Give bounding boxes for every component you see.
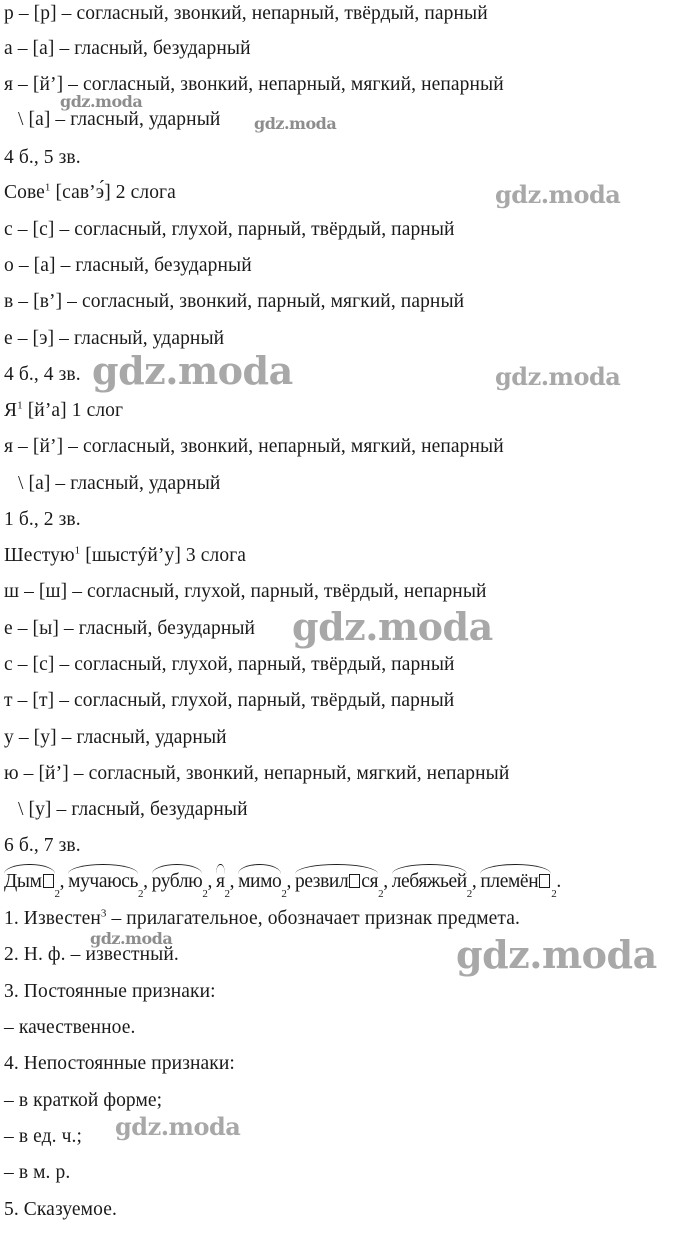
text-line: я – [й’] – согласный, звонкий, непарный, мягкий, непарный [4, 436, 504, 457]
transcription: [сав’э́] 2 слога [55, 182, 176, 203]
word-heading [4, 907, 520, 931]
watermark: gdz.moda [456, 932, 657, 977]
morpheme-word: мучаюсь [68, 864, 138, 894]
syllable-mark: 1 [74, 544, 81, 557]
watermark: gdz.moda [60, 92, 143, 111]
morpheme-word: мимо [238, 864, 281, 894]
zero-ending-box [539, 874, 550, 888]
transcription: [шыстýй’у] 3 слога [85, 545, 247, 566]
text-line: 2. Н. ф. – известный. [4, 944, 179, 965]
headword: 1. Известен [4, 908, 101, 929]
watermark: gdz.moda [254, 114, 337, 133]
text-line: – в краткой форме; [4, 1090, 163, 1111]
morpheme-word: резвил ся [295, 864, 378, 894]
text-line: е – [ы] – гласный, безударный [4, 618, 256, 639]
transcription: [й’а] 1 слог [27, 400, 124, 421]
watermark: gdz.moda [90, 929, 173, 948]
text-line: – качественное. [4, 1017, 136, 1038]
zero-ending-box [349, 874, 360, 888]
text-line: 4. Непостоянные признаки: [4, 1053, 235, 1074]
headword: Сове [4, 182, 45, 203]
word-heading [4, 544, 246, 568]
text-line: с – [с] – согласный, глухой, парный, твёрдый, парный [4, 219, 455, 240]
watermark: gdz.moda [495, 362, 621, 391]
morpheme-word: Дым [4, 864, 55, 894]
headword: Я [4, 400, 18, 421]
watermark: gdz.moda [92, 348, 293, 393]
word-heading [4, 181, 176, 205]
text-line: 4 б., 4 зв. [4, 364, 81, 385]
text-line: я – [й’] – согласный, звонкий, непарный, мягкий, непарный [4, 74, 504, 95]
text-line: т – [т] – согласный, глухой, парный, твёрдый, парный [4, 690, 455, 711]
text-line: о – [а] – гласный, безударный [4, 255, 252, 276]
text-line: 4 б., 5 зв. [4, 147, 81, 168]
text-line: \ [а] – гласный, ударный [18, 473, 221, 494]
text-line: 1 б., 2 зв. [4, 509, 81, 530]
definition: – прилагательное, обозначает признак предмета. [111, 908, 520, 929]
text-line: – в м. р. [4, 1162, 71, 1183]
text-line: у – [у] – гласный, ударный [4, 727, 227, 748]
text-line: – в ед. ч.; [4, 1126, 82, 1147]
watermark: gdz.moda [495, 180, 621, 209]
text-line: ю – [й’] – согласный, звонкий, непарный, мягкий, непарный [4, 763, 510, 784]
headword: Шестую [4, 545, 75, 566]
syllable-mark: 3 [100, 907, 107, 920]
text-line: а – [а] – гласный, безударный [4, 38, 251, 59]
morpheme-word: лебяжьей [392, 864, 467, 894]
syllable-mark: 1 [17, 399, 23, 412]
morpheme-word: рублю [152, 864, 203, 894]
word-heading [4, 399, 123, 423]
text-line: 6 б., 7 зв. [4, 835, 81, 856]
watermark: gdz.moda [115, 1112, 241, 1141]
morphemic-analysis: Дым 2 , мучаюсь 2 , рублю 2 , я 2 , мимо 2 , резвил ся 2 , лебяжьей 2 , племён 2 . [4, 864, 561, 894]
morpheme-word: я [216, 864, 225, 894]
text-line: р – [р] – согласный, звонкий, непарный, твёрдый, парный [4, 3, 488, 24]
text-line: \ [у] – гласный, безударный [18, 799, 248, 820]
text-line: в – [в’] – согласный, звонкий, парный, мягкий, парный [4, 291, 465, 312]
text-line: с – [с] – согласный, глухой, парный, твёрдый, парный [4, 654, 455, 675]
text-line: 5. Сказуемое. [4, 1199, 117, 1220]
syllable-mark: 1 [44, 181, 51, 194]
morpheme-word: племён [480, 864, 551, 894]
watermark: gdz.moda [292, 604, 493, 649]
zero-ending-box [43, 874, 54, 888]
text-line: \ [а] – гласный, ударный [18, 109, 221, 130]
text-line: е – [э] – гласный, ударный [4, 328, 225, 349]
text-line: 3. Постоянные признаки: [4, 981, 216, 1002]
text-line: ш – [ш] – согласный, глухой, парный, твёрдый, непарный [4, 581, 487, 602]
